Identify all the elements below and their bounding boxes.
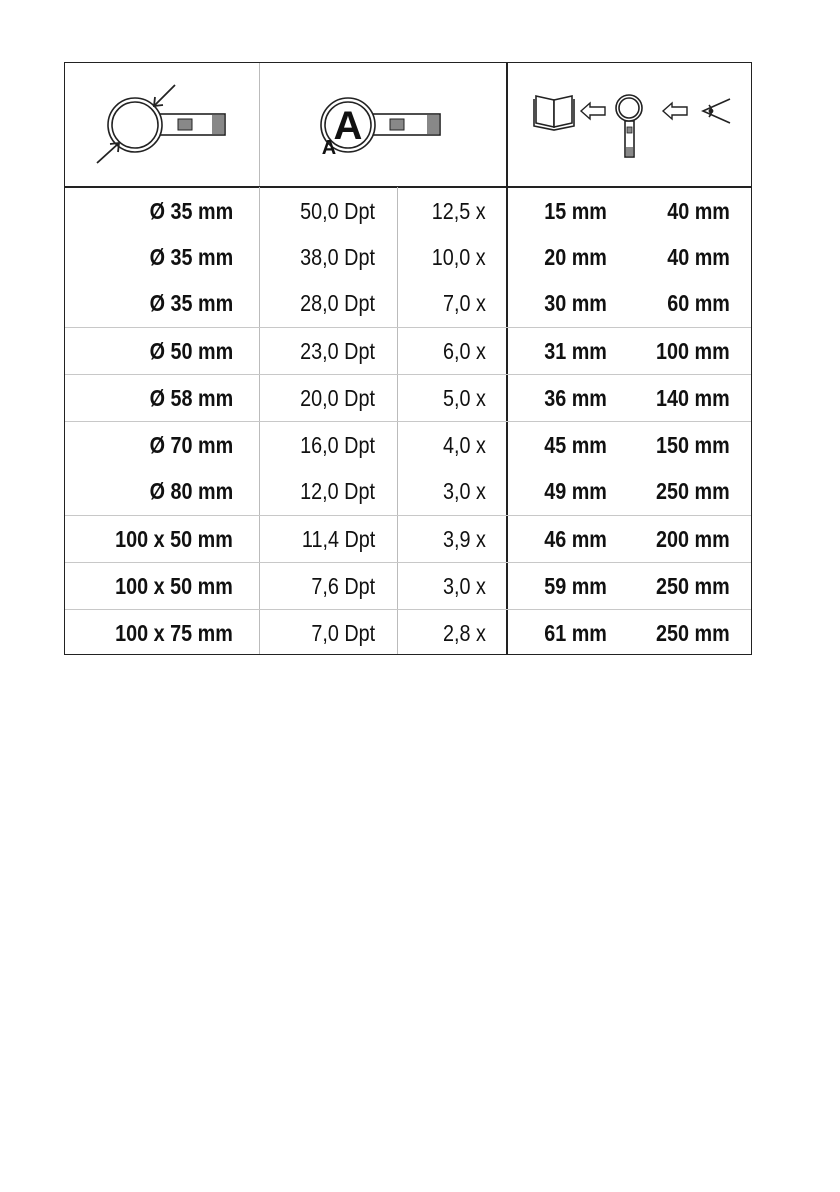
size-cell: 100 x 50 mm xyxy=(115,526,233,552)
magnifier-big-letter: A xyxy=(333,104,363,148)
table-row xyxy=(65,563,751,609)
table-row xyxy=(65,375,751,421)
size-cell: Ø 35 mm xyxy=(149,290,233,316)
magnifier-diameter-icon xyxy=(65,63,259,187)
reading-distance-cell: 60 mm xyxy=(667,290,730,316)
magnification-cell: 5,0 x xyxy=(443,385,486,411)
reading-distance-cell: 250 mm xyxy=(656,478,730,504)
lens-distance-cell: 59 mm xyxy=(544,573,607,599)
magnifier-letter-icon xyxy=(260,63,506,187)
reading-distance-cell: 40 mm xyxy=(667,244,730,270)
header-cell-optics xyxy=(260,63,506,187)
reading-distance-cell: 200 mm xyxy=(656,526,730,552)
reading-distance-cell: 250 mm xyxy=(656,573,730,599)
magnification-cell: 3,9 x xyxy=(443,526,486,552)
diopters-cell: 38,0 Dpt xyxy=(300,244,375,270)
size-cell: Ø 50 mm xyxy=(149,338,233,364)
lens-distance-cell: 49 mm xyxy=(544,478,607,504)
magnifier-small-icon xyxy=(616,95,642,157)
diopters-cell: 23,0 Dpt xyxy=(300,338,375,364)
table-row xyxy=(65,234,751,280)
magnification-cell: 3,0 x xyxy=(443,478,486,504)
lens-distance-cell: 61 mm xyxy=(544,620,607,646)
reading-distance-cell: 150 mm xyxy=(656,432,730,458)
diopters-cell: 20,0 Dpt xyxy=(300,385,375,411)
arrow-left-icon xyxy=(581,103,605,119)
diopters-cell: 50,0 Dpt xyxy=(300,198,375,224)
spec-table xyxy=(64,62,752,655)
table-row xyxy=(65,468,751,514)
magnification-cell: 4,0 x xyxy=(443,432,486,458)
magnification-cell: 6,0 x xyxy=(443,338,486,364)
size-cell: Ø 58 mm xyxy=(149,385,233,411)
table-row xyxy=(65,188,751,234)
reading-distance-cell: 40 mm xyxy=(667,198,730,224)
magnification-cell: 10,0 x xyxy=(432,244,486,270)
magnifier-small-letter: A xyxy=(321,137,337,159)
eye-icon xyxy=(703,99,730,123)
magnification-cell: 3,0 x xyxy=(443,573,486,599)
size-cell: Ø 70 mm xyxy=(149,432,233,458)
table-row xyxy=(65,516,751,562)
table-row xyxy=(65,328,751,374)
diopters-cell: 28,0 Dpt xyxy=(300,290,375,316)
lens-distance-cell: 36 mm xyxy=(544,385,607,411)
size-cell: 100 x 50 mm xyxy=(115,573,233,599)
reading-distance-diagram-icon xyxy=(508,63,751,187)
magnification-cell: 2,8 x xyxy=(443,620,486,646)
table-row xyxy=(65,610,751,656)
diopters-cell: 16,0 Dpt xyxy=(300,432,375,458)
diopters-cell: 7,0 Dpt xyxy=(311,620,375,646)
lens-distance-cell: 30 mm xyxy=(544,290,607,316)
diopters-cell: 12,0 Dpt xyxy=(300,478,375,504)
reading-distance-cell: 250 mm xyxy=(656,620,730,646)
size-cell: Ø 35 mm xyxy=(149,244,233,270)
lens-distance-cell: 46 mm xyxy=(544,526,607,552)
table-row xyxy=(65,280,751,326)
header-cell-size xyxy=(65,63,259,187)
magnification-cell: 7,0 x xyxy=(443,290,486,316)
table-row xyxy=(65,422,751,468)
size-cell: Ø 80 mm xyxy=(149,478,233,504)
diopters-cell: 7,6 Dpt xyxy=(311,573,375,599)
reading-distance-cell: 140 mm xyxy=(656,385,730,411)
size-cell: 100 x 75 mm xyxy=(115,620,233,646)
table-header xyxy=(65,63,751,187)
lens-distance-cell: 45 mm xyxy=(544,432,607,458)
lens-distance-cell: 20 mm xyxy=(544,244,607,270)
size-cell: Ø 35 mm xyxy=(149,198,233,224)
arrow-left-icon xyxy=(663,103,687,119)
lens-distance-cell: 31 mm xyxy=(544,338,607,364)
header-cell-distances xyxy=(508,63,751,187)
diopters-cell: 11,4 Dpt xyxy=(301,526,375,552)
reading-distance-cell: 100 mm xyxy=(656,338,730,364)
lens-distance-cell: 15 mm xyxy=(544,198,607,224)
book-icon xyxy=(534,96,574,130)
magnification-cell: 12,5 x xyxy=(432,198,486,224)
